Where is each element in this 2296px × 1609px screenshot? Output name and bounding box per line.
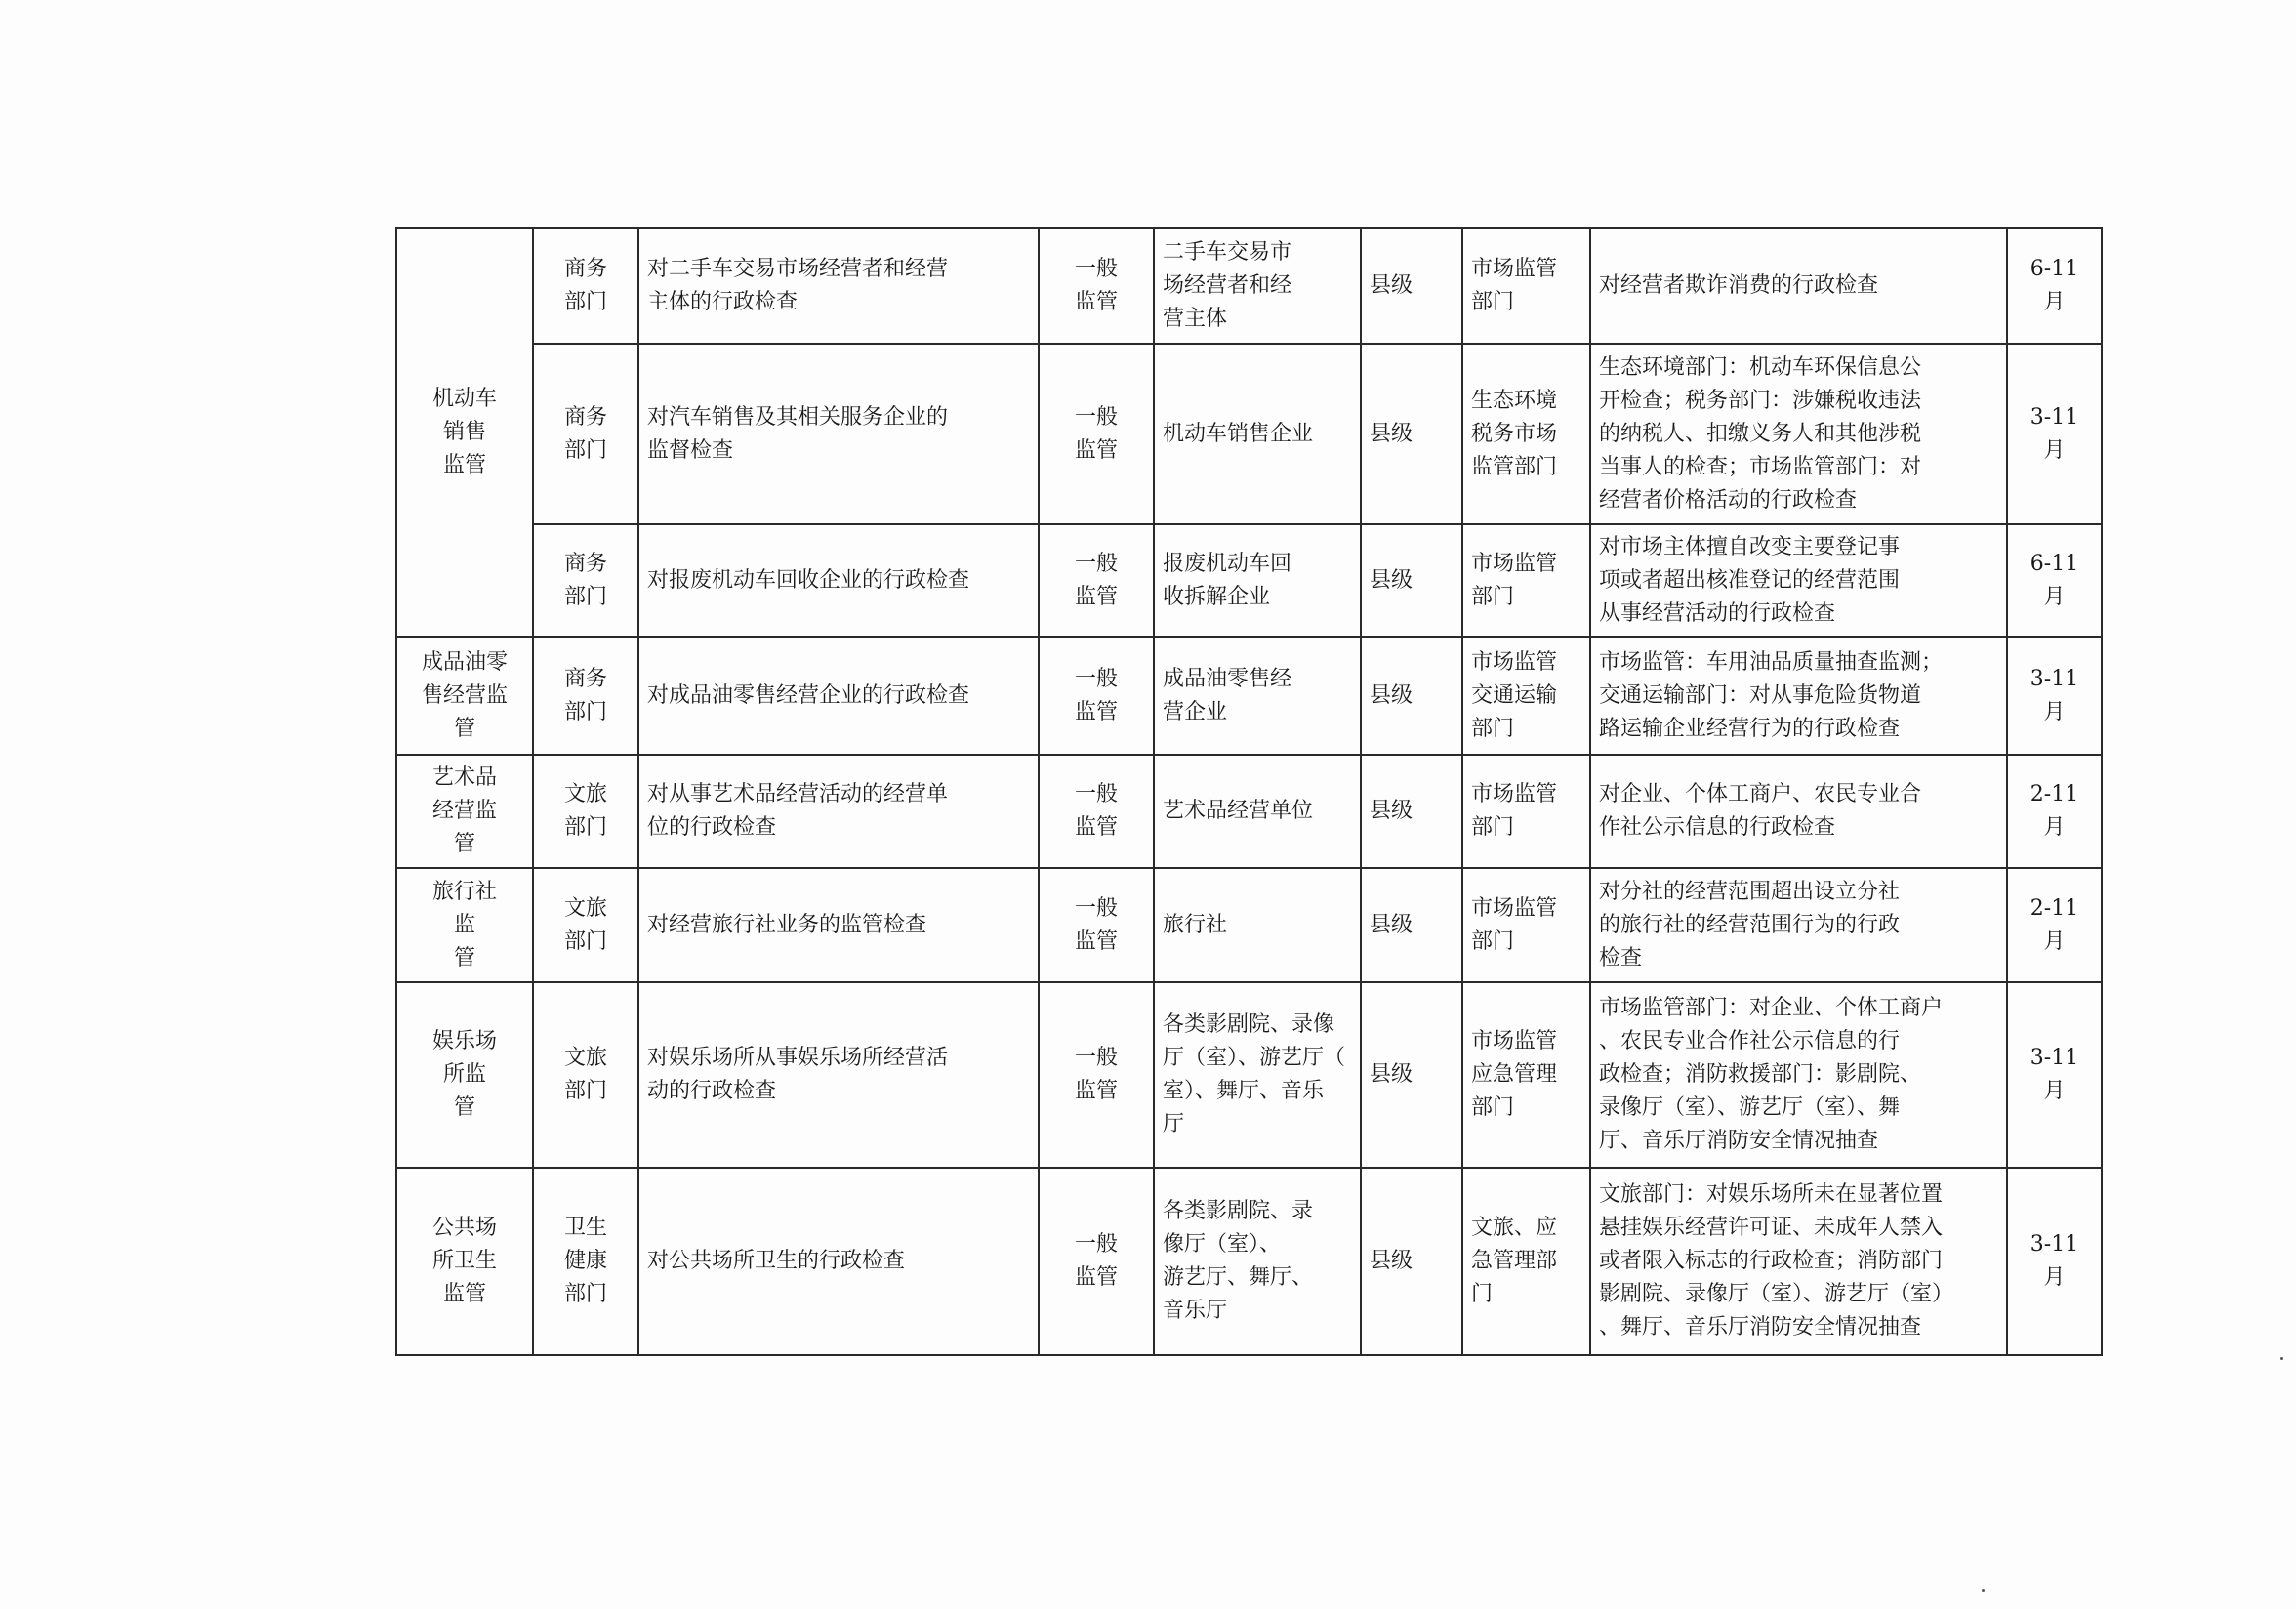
time-cell: 3-11 月 [2007,344,2102,524]
table-row [396,637,2102,755]
content-cell: 对企业、个体工商户、农民专业合 作社公示信息的行政检查 [1590,755,2007,868]
joint-dept-cell: 市场监管 部门 [1462,524,1590,637]
item-cell: 对公共场所卫生的行政检查 [638,1168,1039,1355]
table-body [396,228,2102,1355]
item-cell: 对娱乐场所从事娱乐场所经营活 动的行政检查 [638,982,1039,1168]
level-cell: 县级 [1361,755,1462,868]
scan-speck [1982,1589,1985,1592]
joint-dept-cell: 市场监管 交通运输 部门 [1462,637,1590,755]
time-cell: 6-11 月 [2007,228,2102,344]
table-row [396,524,2102,637]
item-cell: 对二手车交易市场经营者和经营 主体的行政检查 [638,228,1039,344]
time-cell: 6-11 月 [2007,524,2102,637]
object-cell: 各类影剧院、录 像厅（室）、 游艺厅、舞厅、 音乐厅 [1154,1168,1361,1355]
dept-cell: 商务 部门 [533,637,638,755]
type-cell: 一般 监管 [1039,524,1154,637]
content-cell: 生态环境部门：机动车环保信息公 开检查；税务部门：涉嫌税收违法 的纳税人、扣缴义务人和其他涉税 当事人的检查；市场监管部门：对 经营者价格活动的行政检查 [1590,344,2007,524]
type-cell: 一般 监管 [1039,868,1154,982]
level-cell: 县级 [1361,637,1462,755]
object-cell: 旅行社 [1154,868,1361,982]
content-cell: 对分社的经营范围超出设立分社 的旅行社的经营范围行为的行政 检查 [1590,868,2007,982]
level-cell: 县级 [1361,1168,1462,1355]
type-cell: 一般 监管 [1039,228,1154,344]
level-cell: 县级 [1361,228,1462,344]
dept-cell: 文旅 部门 [533,755,638,868]
scan-speck [2280,1357,2283,1360]
joint-dept-cell: 文旅、应 急管理部 门 [1462,1168,1590,1355]
object-cell: 艺术品经营单位 [1154,755,1361,868]
joint-dept-cell: 生态环境 税务市场 监管部门 [1462,344,1590,524]
type-cell: 一般 监管 [1039,344,1154,524]
item-cell: 对从事艺术品经营活动的经营单 位的行政检查 [638,755,1039,868]
supervision-schedule-table [395,227,2103,1356]
object-cell: 报废机动车回 收拆解企业 [1154,524,1361,637]
object-cell: 各类影剧院、录像 厅（室）、游艺厅（ 室）、舞厅、音乐 厅 [1154,982,1361,1168]
time-cell: 3-11 月 [2007,637,2102,755]
content-cell: 市场监管：车用油品质量抽查监测； 交通运输部门：对从事危险货物道 路运输企业经营行为的行政检查 [1590,637,2007,755]
content-cell: 对经营者欺诈消费的行政检查 [1590,228,2007,344]
joint-dept-cell: 市场监管 部门 [1462,868,1590,982]
type-cell: 一般 监管 [1039,1168,1154,1355]
object-cell: 成品油零售经 营企业 [1154,637,1361,755]
object-cell: 机动车销售企业 [1154,344,1361,524]
content-cell: 市场监管部门：对企业、个体工商户 、农民专业合作社公示信息的行 政检查；消防救援部门：影剧院、 录像厅（室）、游艺厅（室）、舞 厅、音乐厅消防安全情况抽查 [1590,982,2007,1168]
level-cell: 县级 [1361,982,1462,1168]
level-cell: 县级 [1361,868,1462,982]
joint-dept-cell: 市场监管 部门 [1462,228,1590,344]
subject-cell: 公共场 所卫生 监管 [396,1168,533,1355]
type-cell: 一般 监管 [1039,755,1154,868]
content-cell: 文旅部门：对娱乐场所未在显著位置 悬挂娱乐经营许可证、未成年人禁入 或者限入标志的行政检查；消防部门 影剧院、录像厅（室）、游艺厅（室） 、舞厅、音乐厅消防安全情况抽查 [1590,1168,2007,1355]
dept-cell: 商务 部门 [533,228,638,344]
subject-cell: 娱乐场 所监 管 [396,982,533,1168]
table-row [396,755,2102,868]
dept-cell: 文旅 部门 [533,982,638,1168]
subject-cell: 艺术品 经营监 管 [396,755,533,868]
type-cell: 一般 监管 [1039,637,1154,755]
subject-cell: 机动车 销售 监管 [396,228,533,637]
table-row [396,982,2102,1168]
dept-cell: 文旅 部门 [533,868,638,982]
subject-cell: 旅行社 监 管 [396,868,533,982]
joint-dept-cell: 市场监管 部门 [1462,755,1590,868]
time-cell: 3-11 月 [2007,982,2102,1168]
table-row [396,1168,2102,1355]
table-row [396,344,2102,524]
time-cell: 2-11 月 [2007,755,2102,868]
dept-cell: 商务 部门 [533,524,638,637]
type-cell: 一般 监管 [1039,982,1154,1168]
content-cell: 对市场主体擅自改变主要登记事 项或者超出核准登记的经营范围 从事经营活动的行政检查 [1590,524,2007,637]
item-cell: 对汽车销售及其相关服务企业的 监督检查 [638,344,1039,524]
level-cell: 县级 [1361,524,1462,637]
dept-cell: 卫生 健康 部门 [533,1168,638,1355]
item-cell: 对报废机动车回收企业的行政检查 [638,524,1039,637]
item-cell: 对经营旅行社业务的监管检查 [638,868,1039,982]
object-cell: 二手车交易市 场经营者和经 营主体 [1154,228,1361,344]
subject-cell: 成品油零 售经营监 管 [396,637,533,755]
joint-dept-cell: 市场监管 应急管理 部门 [1462,982,1590,1168]
dept-cell: 商务 部门 [533,344,638,524]
item-cell: 对成品油零售经营企业的行政检查 [638,637,1039,755]
level-cell: 县级 [1361,344,1462,524]
time-cell: 3-11 月 [2007,1168,2102,1355]
time-cell: 2-11 月 [2007,868,2102,982]
table-row [396,228,2102,344]
table-row [396,868,2102,982]
